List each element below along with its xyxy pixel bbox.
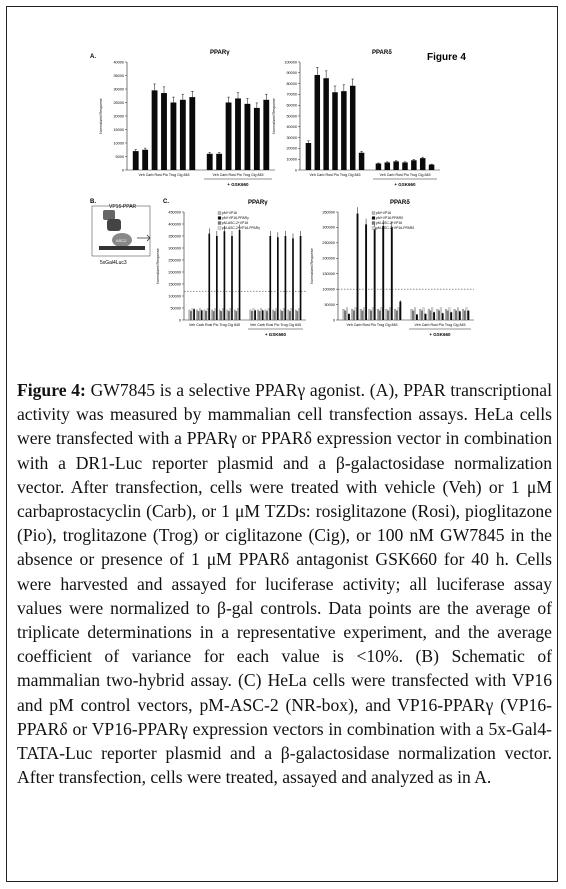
bar: [393, 161, 398, 170]
y-tick-label: 350000: [168, 234, 181, 239]
control-bar: [419, 309, 421, 320]
control-bar: [211, 310, 212, 320]
bar: [385, 162, 390, 170]
bar: [152, 90, 158, 170]
y-tick-label: 300000: [168, 246, 181, 251]
ppar-protein: [107, 219, 121, 231]
gsk660-label: + GSK660: [429, 332, 451, 337]
gal4-label: 5xGal4Luc3: [100, 260, 127, 266]
chart-title: PPARγ: [210, 50, 230, 56]
y-tick-label: 0: [178, 318, 181, 323]
bar: [350, 86, 355, 170]
control-bar: [297, 311, 298, 320]
control-bar: [414, 308, 416, 320]
bar: [208, 234, 210, 320]
y-tick-label: 60000: [286, 103, 297, 108]
bar: [425, 314, 427, 320]
x-group-label: Veh Carb Rosi Pio Trog Cig 845: [346, 323, 398, 327]
y-tick-label: 250000: [168, 258, 181, 263]
bar: [193, 309, 195, 320]
control-bar: [387, 311, 389, 320]
control-bar: [454, 309, 456, 320]
control-bar: [257, 310, 258, 320]
control-bar: [253, 308, 254, 320]
y-tick-label: 25000: [113, 100, 124, 105]
vp16-label: VP16-PPAR: [109, 204, 137, 210]
y-tick-label: 70000: [286, 92, 297, 97]
bar: [467, 311, 469, 320]
bar: [323, 78, 328, 170]
y-tick-label: 10000: [113, 141, 124, 146]
bar: [341, 91, 346, 170]
y-tick-label: 40000: [113, 60, 124, 65]
y-tick-label: 0: [294, 168, 297, 173]
control-bar: [394, 309, 396, 320]
chart-title: PPARδ: [390, 200, 410, 206]
x-group-label: Veh Carb Rosi Pio Trog Cig 845: [212, 173, 264, 177]
bar: [133, 151, 139, 170]
bar: [226, 103, 232, 171]
control-bar: [291, 308, 292, 320]
y-axis-label: Normalized Response: [272, 98, 276, 134]
legend-swatch: [372, 227, 375, 230]
control-bar: [196, 310, 197, 320]
control-bar: [192, 308, 193, 320]
y-tick-label: 0: [332, 318, 335, 323]
control-bar: [345, 311, 347, 320]
bar: [245, 104, 251, 170]
legend-label: pM+VP16-PPARγ: [222, 216, 249, 220]
control-bar: [199, 308, 200, 320]
control-bar: [447, 311, 449, 320]
control-bar: [227, 310, 228, 320]
two-hybrid-schematic: [92, 204, 150, 266]
control-bar: [440, 308, 442, 320]
bar: [433, 312, 435, 320]
y-tick-label: 150000: [168, 282, 181, 287]
y-tick-label: 90000: [286, 71, 297, 76]
bar: [459, 311, 461, 320]
control-bar: [289, 311, 290, 320]
y-tick-label: 35000: [113, 73, 124, 78]
control-bar: [421, 311, 423, 320]
control-bar: [274, 311, 275, 320]
bar: [285, 236, 287, 320]
y-tick-label: 20000: [286, 146, 297, 151]
bar: [359, 153, 364, 170]
control-bar: [222, 308, 223, 320]
x-group-label: Veh Carb Rosi Pio Trog Cig 845: [189, 323, 240, 327]
bar: [254, 108, 260, 170]
control-bar: [215, 308, 216, 320]
control-bar: [266, 311, 267, 320]
y-tick-label: 50000: [170, 306, 181, 311]
control-bar: [430, 311, 432, 320]
gal4-dna: [99, 246, 145, 250]
bar: [207, 154, 213, 170]
control-bar: [221, 311, 222, 320]
legend-swatch: [218, 212, 221, 215]
legend-label: pM+VP16: [222, 211, 237, 215]
control-bar: [363, 308, 365, 320]
control-bar: [236, 311, 237, 320]
control-bar: [464, 311, 466, 320]
control-bar: [445, 309, 447, 320]
control-bar: [413, 311, 415, 320]
control-bar: [360, 309, 362, 320]
control-bar: [259, 311, 260, 320]
control-bar: [353, 311, 355, 320]
control-bar: [462, 309, 464, 320]
y-tick-label: 30000: [286, 135, 297, 140]
control-bar: [251, 311, 252, 320]
control-bar: [343, 309, 345, 320]
control-bar: [204, 310, 205, 320]
y-tick-label: 250000: [322, 241, 335, 246]
control-bar: [230, 308, 231, 320]
bar: [161, 93, 167, 170]
bar: [450, 312, 452, 320]
control-bar: [431, 308, 433, 320]
y-tick-label: 200000: [168, 270, 181, 275]
chart-c-ppar-gamma: [156, 200, 306, 337]
legend-label: pM-ASC-2+VP16-PPARδ: [376, 226, 415, 230]
control-bar: [288, 310, 289, 320]
control-bar: [282, 311, 283, 320]
y-tick-label: 30000: [113, 87, 124, 92]
bar: [269, 236, 271, 320]
bar: [332, 92, 337, 170]
figure-4: [0, 0, 566, 370]
control-bar: [466, 308, 468, 320]
bar: [224, 231, 226, 320]
y-tick-label: 80000: [286, 81, 297, 86]
caption-text: GW7845 is a selective PPARγ agonist. (A), PPAR transcriptional activity was measured by mammalian cell transfection assays. HeLa cells were transfected with a PPARγ or PPARδ expression vector in combination with a DR1-Luc reporter plasmid and a β-galactosidase normalization vector. After transfection, cells were treated with vehicle (Veh) or 1 μM carbaprostacyclin (Carb), or 1 μM TZDs: rosiglitazone (Rosi), pioglitazone (Pio), troglitazone (Trog) or ciglitazone (Cig), or 100 nM GW7845 in the absence or presence of 1 μM PPARδ antagonist GSK660 for 40 h. Cells were harvested and assayed for luciferase activity; all luciferase assay values were normalized to β-gal controls. Data points are the average of triplicate determinations in a representative experiment, and the average coefficient of variance for each value is <10%. (B) Schematic of mammalian two-hybrid assay. (C) HeLa cells were transfected with VP16 and pM control vectors, pM-ASC-2 (NR-box), and VP16-PPARγ (VP16-PPARδ or VP16-PPARγ expression vectors in combination with a 5x-Gal4-TATA-Luc reporter plasmid and a β-galactosidase normalization vector. After transfection, cells were treated, assayed and analyzed as in A.: [17, 380, 552, 788]
legend-swatch: [218, 227, 221, 230]
y-tick-label: 10000: [286, 157, 297, 162]
y-tick-label: 400000: [168, 222, 181, 227]
x-group-label: Veh Carb Rosi Pio Trog Cig 845: [379, 173, 431, 177]
control-bar: [298, 308, 299, 320]
y-tick-label: 50000: [324, 302, 335, 307]
bar: [300, 236, 302, 320]
bar: [142, 150, 148, 170]
legend-label: pM-ASC-2+VP16: [222, 221, 249, 225]
y-axis-label: Normalized Response: [156, 248, 160, 284]
y-tick-label: 200000: [322, 256, 335, 261]
bar: [391, 227, 393, 320]
control-bar: [389, 308, 391, 320]
bar: [442, 313, 444, 320]
bar: [374, 227, 376, 320]
chart-title: PPARδ: [372, 50, 392, 56]
bar: [235, 98, 241, 170]
legend-swatch: [218, 217, 221, 220]
panel-c-letter: C.: [163, 199, 169, 205]
control-bar: [398, 308, 400, 320]
bar: [231, 236, 233, 320]
control-bar: [437, 309, 439, 320]
legend-swatch: [218, 222, 221, 225]
control-bar: [260, 308, 261, 320]
legend-swatch: [372, 222, 375, 225]
bar: [189, 97, 195, 170]
gsk660-label: + GSK660: [394, 182, 416, 187]
control-bar: [370, 311, 372, 320]
control-bar: [362, 311, 364, 320]
control-bar: [372, 308, 374, 320]
y-tick-label: 15000: [113, 127, 124, 132]
bar: [348, 314, 350, 320]
bar: [420, 158, 425, 170]
control-bar: [457, 308, 459, 320]
bar: [180, 100, 186, 170]
bar: [239, 230, 241, 320]
control-bar: [198, 311, 199, 320]
y-tick-label: 100000: [322, 287, 335, 292]
legend-swatch: [372, 217, 375, 220]
control-bar: [379, 311, 381, 320]
bar: [306, 143, 311, 170]
bar: [411, 160, 416, 170]
control-bar: [237, 308, 238, 320]
control-bar: [283, 308, 284, 320]
control-bar: [428, 309, 430, 320]
control-bar: [190, 311, 191, 320]
x-group-label: Veh Carb Rosi Pio Trog Cig 845: [138, 173, 190, 177]
panel-b-letter: B.: [90, 199, 96, 205]
bar: [262, 310, 264, 320]
x-group-label: Veh Carb Rosi Pio Trog Cig 845: [250, 323, 301, 327]
control-bar: [438, 311, 440, 320]
bar: [376, 164, 381, 170]
bar: [263, 100, 269, 170]
gsk660-label: + GSK660: [264, 332, 287, 337]
bar: [315, 75, 320, 170]
x-group-label: Veh Carb Rosi Pio Trog Cig 845: [414, 323, 466, 327]
bar: [254, 310, 256, 320]
legend-swatch: [372, 212, 375, 215]
gsk660-label: + GSK660: [227, 182, 249, 187]
chart-c-ppar-delta: [310, 200, 474, 337]
control-bar: [346, 308, 348, 320]
control-bar: [265, 310, 266, 320]
legend-label: pM+VP16: [376, 211, 391, 215]
y-tick-label: 350000: [322, 210, 335, 215]
legend-label: pM-ASC-2+VP16: [376, 221, 403, 225]
control-bar: [423, 308, 425, 320]
y-tick-label: 150000: [322, 272, 335, 277]
control-bar: [250, 310, 251, 320]
y-tick-label: 300000: [322, 225, 335, 230]
figure-title: Figure 4: [427, 52, 466, 63]
control-bar: [268, 308, 269, 320]
control-bar: [295, 310, 296, 320]
panel-a-letter: A.: [90, 54, 96, 60]
bar: [171, 103, 177, 171]
vp16-protein: [103, 210, 115, 220]
bar: [292, 238, 294, 320]
figure-caption: [17, 378, 552, 789]
y-tick-label: 50000: [286, 114, 297, 119]
control-bar: [455, 311, 457, 320]
control-bar: [207, 308, 208, 320]
asc2-label: ASC2: [116, 238, 127, 243]
control-bar: [355, 308, 357, 320]
control-bar: [396, 311, 398, 320]
control-bar: [205, 311, 206, 320]
y-tick-label: 100000: [284, 60, 297, 65]
control-bar: [449, 308, 451, 320]
control-bar: [280, 310, 281, 320]
chart-title: PPARγ: [248, 200, 268, 206]
bar: [201, 310, 203, 320]
control-bar: [219, 310, 220, 320]
y-tick-label: 0: [121, 168, 124, 173]
control-bar: [276, 308, 277, 320]
legend-label: pM-ASC-2+VP16-PPARγ: [222, 226, 260, 230]
x-group-label: Veh Carb Rosi Pio Trog Cig 845: [309, 173, 361, 177]
control-bar: [189, 310, 190, 320]
bar: [365, 224, 367, 320]
control-bar: [381, 308, 383, 320]
legend-label: pM+VP16-PPARδ: [376, 216, 403, 220]
bar: [277, 237, 279, 320]
bar: [402, 162, 407, 170]
bar: [216, 154, 222, 170]
y-tick-label: 40000: [286, 125, 297, 130]
y-tick-label: 20000: [113, 114, 124, 119]
control-bar: [213, 311, 214, 320]
chart-a-ppar-delta: [272, 50, 440, 187]
bar: [357, 214, 359, 320]
y-axis-label: Normalized Response: [99, 98, 103, 134]
control-bar: [234, 310, 235, 320]
bar: [429, 165, 434, 170]
bar: [216, 236, 218, 320]
control-bar: [228, 311, 229, 320]
control-bar: [351, 309, 353, 320]
y-tick-label: 100000: [168, 294, 181, 299]
bar: [416, 314, 418, 320]
chart-a-ppar-gamma: [99, 50, 275, 187]
y-tick-label: 5000: [115, 154, 124, 159]
control-bar: [369, 309, 371, 320]
control-bar: [386, 309, 388, 320]
control-bar: [377, 309, 379, 320]
control-bar: [411, 309, 413, 320]
bar: [399, 301, 401, 320]
y-axis-label: Normalized Response: [310, 248, 314, 284]
bar: [382, 226, 384, 320]
control-bar: [272, 310, 273, 320]
y-tick-label: 450000: [168, 210, 181, 215]
caption-label: Figure 4:: [17, 380, 86, 400]
